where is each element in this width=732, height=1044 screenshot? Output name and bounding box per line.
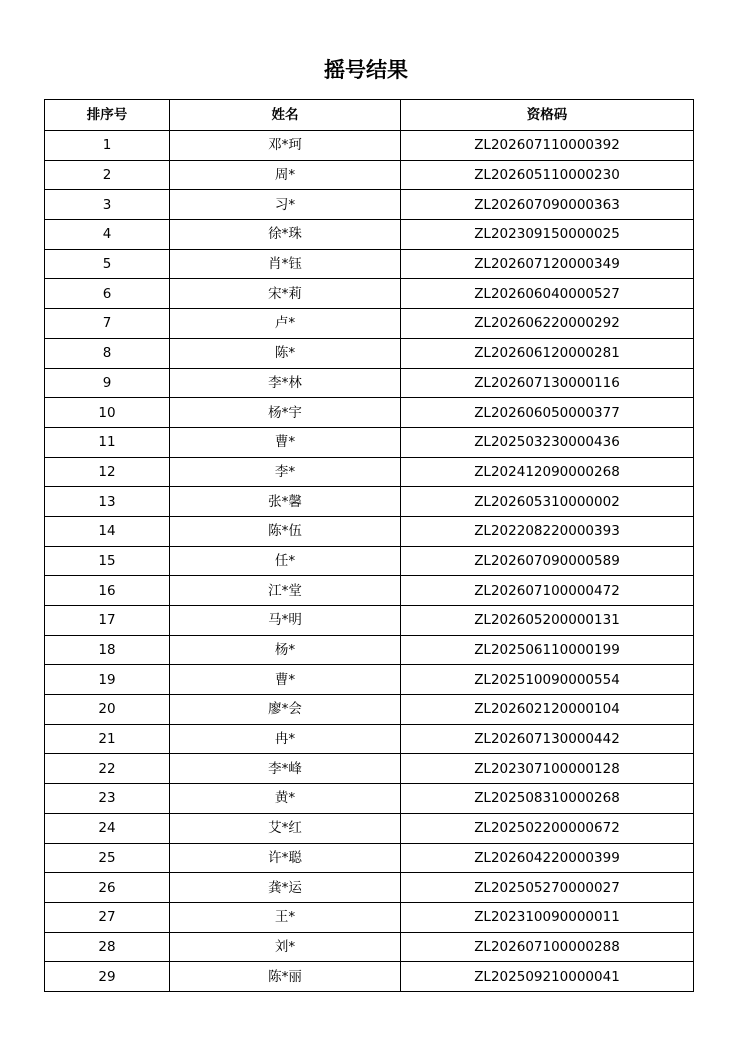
table-row [45, 724, 694, 754]
table-row [45, 576, 694, 606]
cell-code: ZL202607120000349 [401, 249, 694, 279]
cell-rank: 1 [45, 131, 170, 161]
cell-name: 黄* [170, 784, 401, 814]
cell-code: ZL202606040000527 [401, 279, 694, 309]
cell-name: 李*峰 [170, 754, 401, 784]
cell-code: ZL202606220000292 [401, 309, 694, 339]
page-title: 摇号结果 [324, 58, 408, 82]
cell-name: 肖*钰 [170, 249, 401, 279]
cell-code: ZL202606120000281 [401, 338, 694, 368]
cell-code: ZL202607090000363 [401, 190, 694, 220]
cell-rank: 9 [45, 368, 170, 398]
table-row [45, 873, 694, 903]
table-body [45, 131, 694, 992]
cell-rank: 4 [45, 220, 170, 250]
cell-name: 曹* [170, 665, 401, 695]
table-row [45, 516, 694, 546]
table-row [45, 398, 694, 428]
cell-code: ZL202307100000128 [401, 754, 694, 784]
cell-rank: 19 [45, 665, 170, 695]
cell-code: ZL202605200000131 [401, 606, 694, 636]
cell-name: 习* [170, 190, 401, 220]
table-row [45, 131, 694, 161]
cell-name: 龚*运 [170, 873, 401, 903]
table-row [45, 338, 694, 368]
header-code: 资格码 [401, 100, 694, 131]
cell-name: 王* [170, 902, 401, 932]
cell-code: ZL202607100000472 [401, 576, 694, 606]
table-row [45, 368, 694, 398]
cell-name: 任* [170, 546, 401, 576]
cell-code: ZL202604220000399 [401, 843, 694, 873]
cell-code: ZL202606050000377 [401, 398, 694, 428]
cell-rank: 13 [45, 487, 170, 517]
cell-name: 周* [170, 160, 401, 190]
cell-rank: 7 [45, 309, 170, 339]
cell-name: 陈*丽 [170, 962, 401, 992]
cell-name: 廖*会 [170, 695, 401, 725]
cell-name: 冉* [170, 724, 401, 754]
cell-name: 宋*莉 [170, 279, 401, 309]
cell-rank: 17 [45, 606, 170, 636]
cell-code: ZL202208220000393 [401, 516, 694, 546]
table-row [45, 279, 694, 309]
cell-code: ZL202602120000104 [401, 695, 694, 725]
cell-name: 李* [170, 457, 401, 487]
cell-code: ZL202310090000011 [401, 902, 694, 932]
table-row [45, 784, 694, 814]
cell-code: ZL202505270000027 [401, 873, 694, 903]
cell-code: ZL202510090000554 [401, 665, 694, 695]
results-table [44, 99, 694, 992]
header-name: 姓名 [170, 100, 401, 131]
table-row [45, 843, 694, 873]
table-row [45, 546, 694, 576]
cell-rank: 15 [45, 546, 170, 576]
cell-rank: 3 [45, 190, 170, 220]
cell-rank: 27 [45, 902, 170, 932]
cell-code: ZL202607100000288 [401, 932, 694, 962]
cell-rank: 8 [45, 338, 170, 368]
table-row [45, 635, 694, 665]
cell-code: ZL202502200000672 [401, 813, 694, 843]
cell-code: ZL202605110000230 [401, 160, 694, 190]
cell-rank: 5 [45, 249, 170, 279]
table-row [45, 487, 694, 517]
cell-name: 马*明 [170, 606, 401, 636]
cell-name: 张*馨 [170, 487, 401, 517]
cell-code: ZL202607110000392 [401, 131, 694, 161]
cell-code: ZL202506110000199 [401, 635, 694, 665]
cell-rank: 29 [45, 962, 170, 992]
table-row [45, 220, 694, 250]
cell-rank: 12 [45, 457, 170, 487]
cell-rank: 23 [45, 784, 170, 814]
table-row [45, 427, 694, 457]
cell-code: ZL202607130000116 [401, 368, 694, 398]
table-row [45, 249, 694, 279]
table-row [45, 962, 694, 992]
table-row [45, 932, 694, 962]
cell-name: 陈*伍 [170, 516, 401, 546]
cell-name: 艾*红 [170, 813, 401, 843]
table-header [45, 100, 694, 131]
cell-code: ZL202509210000041 [401, 962, 694, 992]
cell-code: ZL202607090000589 [401, 546, 694, 576]
cell-rank: 11 [45, 427, 170, 457]
table-row [45, 813, 694, 843]
cell-name: 徐*珠 [170, 220, 401, 250]
cell-name: 杨* [170, 635, 401, 665]
cell-name: 许*聪 [170, 843, 401, 873]
cell-rank: 22 [45, 754, 170, 784]
cell-rank: 25 [45, 843, 170, 873]
cell-rank: 26 [45, 873, 170, 903]
cell-name: 曹* [170, 427, 401, 457]
cell-name: 杨*宇 [170, 398, 401, 428]
cell-rank: 16 [45, 576, 170, 606]
cell-name: 李*林 [170, 368, 401, 398]
cell-rank: 21 [45, 724, 170, 754]
cell-rank: 14 [45, 516, 170, 546]
table-row [45, 457, 694, 487]
cell-code: ZL202605310000002 [401, 487, 694, 517]
table-row [45, 754, 694, 784]
cell-code: ZL202309150000025 [401, 220, 694, 250]
cell-code: ZL202412090000268 [401, 457, 694, 487]
table-row [45, 606, 694, 636]
header-row [45, 100, 694, 131]
cell-code: ZL202607130000442 [401, 724, 694, 754]
table-row [45, 190, 694, 220]
cell-rank: 18 [45, 635, 170, 665]
cell-name: 江*堂 [170, 576, 401, 606]
cell-name: 邓*珂 [170, 131, 401, 161]
table-row [45, 309, 694, 339]
cell-rank: 2 [45, 160, 170, 190]
cell-name: 陈* [170, 338, 401, 368]
table-row [45, 665, 694, 695]
cell-rank: 28 [45, 932, 170, 962]
cell-code: ZL202503230000436 [401, 427, 694, 457]
cell-code: ZL202508310000268 [401, 784, 694, 814]
cell-rank: 24 [45, 813, 170, 843]
table-row [45, 695, 694, 725]
table-row [45, 160, 694, 190]
cell-name: 刘* [170, 932, 401, 962]
cell-name: 卢* [170, 309, 401, 339]
cell-rank: 10 [45, 398, 170, 428]
table-row [45, 902, 694, 932]
header-rank: 排序号 [45, 100, 170, 131]
cell-rank: 6 [45, 279, 170, 309]
cell-rank: 20 [45, 695, 170, 725]
